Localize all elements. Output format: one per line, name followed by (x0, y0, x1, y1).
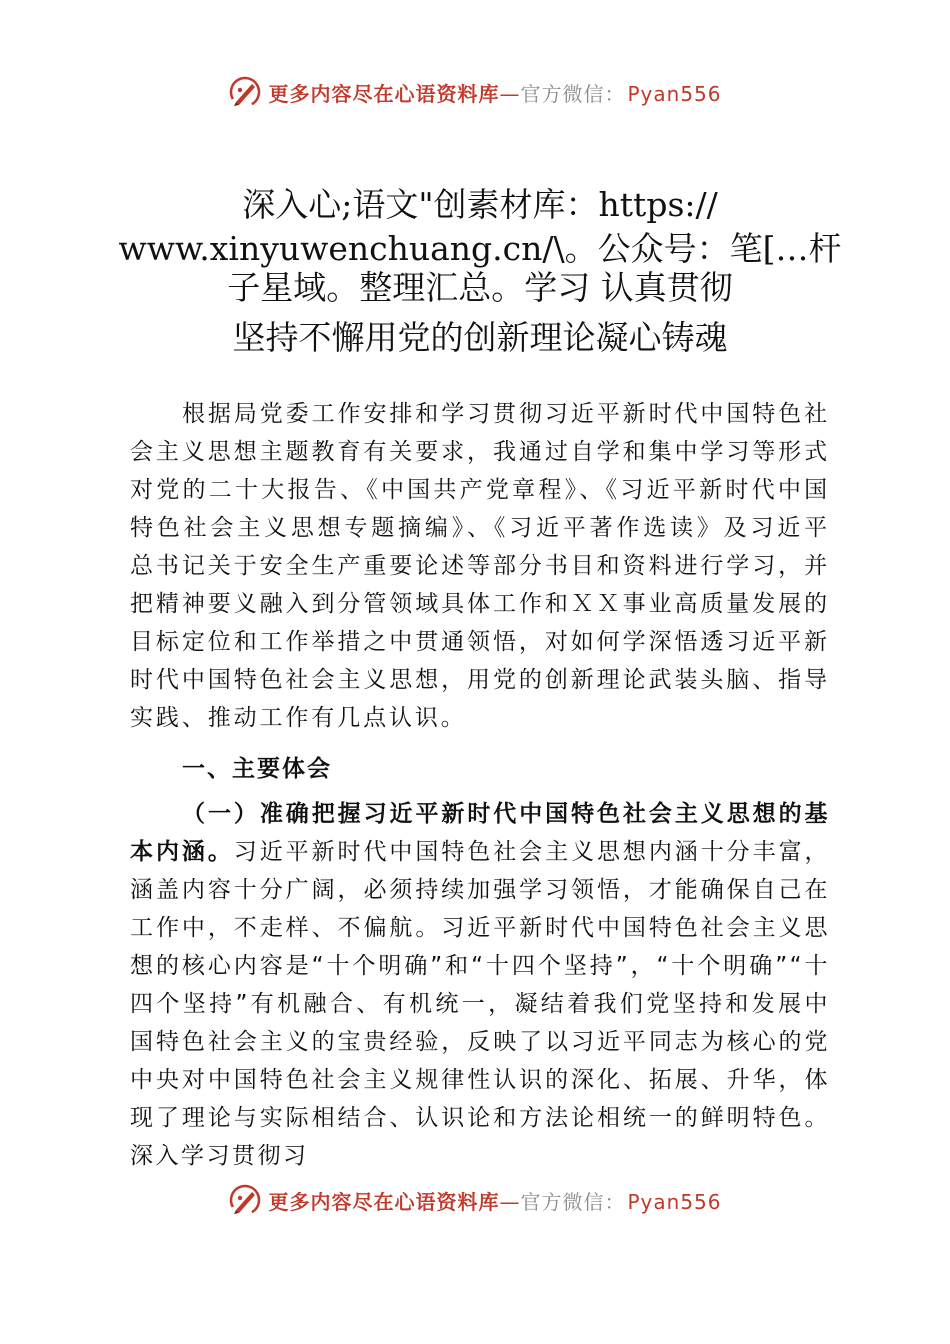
subsection-body: 习近平新时代中国特色社会主义思想内涵十分丰富，涵盖内容十分广阔，必须持续加强学习领悟，才能确保自己在工作中，不走样、不偏航。习近平新时代中国特色社会主义思想的核心内容是“十个明确”和“十四个坚持”，“十个明确”“十四个坚持”有机融合、有机统一，凝结着我们党坚持和发展中国特色社会主义的宝贵经验，反映了以习近平同志为核心的党中央对中国特色社会主义规律性认识的深化、拓展、升华，体现了理论与实际相结合、认识论和方法论相统一的鲜明特色。深入学习贯彻习 (130, 839, 831, 1169)
watermark-banner-top (0, 72, 950, 112)
section-heading: 一、主要体会 (182, 756, 332, 782)
title-line-2: www.xinyuwenchuang.cn/\。公众号：笔[…杆 (118, 229, 842, 268)
watermark-label: 官方微信： (520, 1189, 626, 1214)
watermark-banner-bottom (0, 1180, 950, 1220)
watermark-label: 官方微信： (520, 81, 626, 106)
title-line-3: 子星域。整理汇总。学习 认真贯彻 (227, 268, 733, 307)
pen-logo-icon (228, 1183, 262, 1217)
watermark-wechat-id: Pyan556 (627, 1189, 722, 1214)
subsection-paragraph (130, 795, 830, 1175)
document-title: 坚持不懈用党的创新理论凝心铸魂 (232, 318, 728, 357)
intro-paragraph: 根据局党委工作安排和学习贯彻习近平新时代中国特色社会主义思想主题教育有关要求，我通过自学和集中学习等形式对党的二十大报告、《中国共产党章程》、《习近平新时代中国特色社会主义思想专题摘编》、《习近平著作选读》及习近平总书记关于安全生产重要论述等部分书目和资料进行学习，并把精神要义融入到分管领域具体工作和ＸＸ事业高质量发展的目标定位和工作举措之中贯通领悟，对如何学深悟透习近平新时代中国特色社会主义思想，用党的创新理论武装头脑、指导实践、推动工作有几点认识。 (130, 401, 830, 731)
watermark-text (268, 78, 721, 107)
watermark-main: 更多内容尽在心语资料库 (268, 81, 500, 106)
watermark-wechat-id: Pyan556 (627, 81, 722, 106)
watermark-dash: — (499, 81, 521, 106)
title-line-1: 深入心;语文"创素材库：https:// (242, 185, 718, 224)
watermark-text (268, 1186, 721, 1215)
watermark-main: 更多内容尽在心语资料库 (268, 1189, 500, 1214)
watermark-dash: — (499, 1189, 521, 1214)
pen-logo-icon (228, 75, 262, 109)
subsection-lead: （一）准确把握习近平新时代中国特色社会主义思想的基本内涵。 (130, 801, 830, 865)
